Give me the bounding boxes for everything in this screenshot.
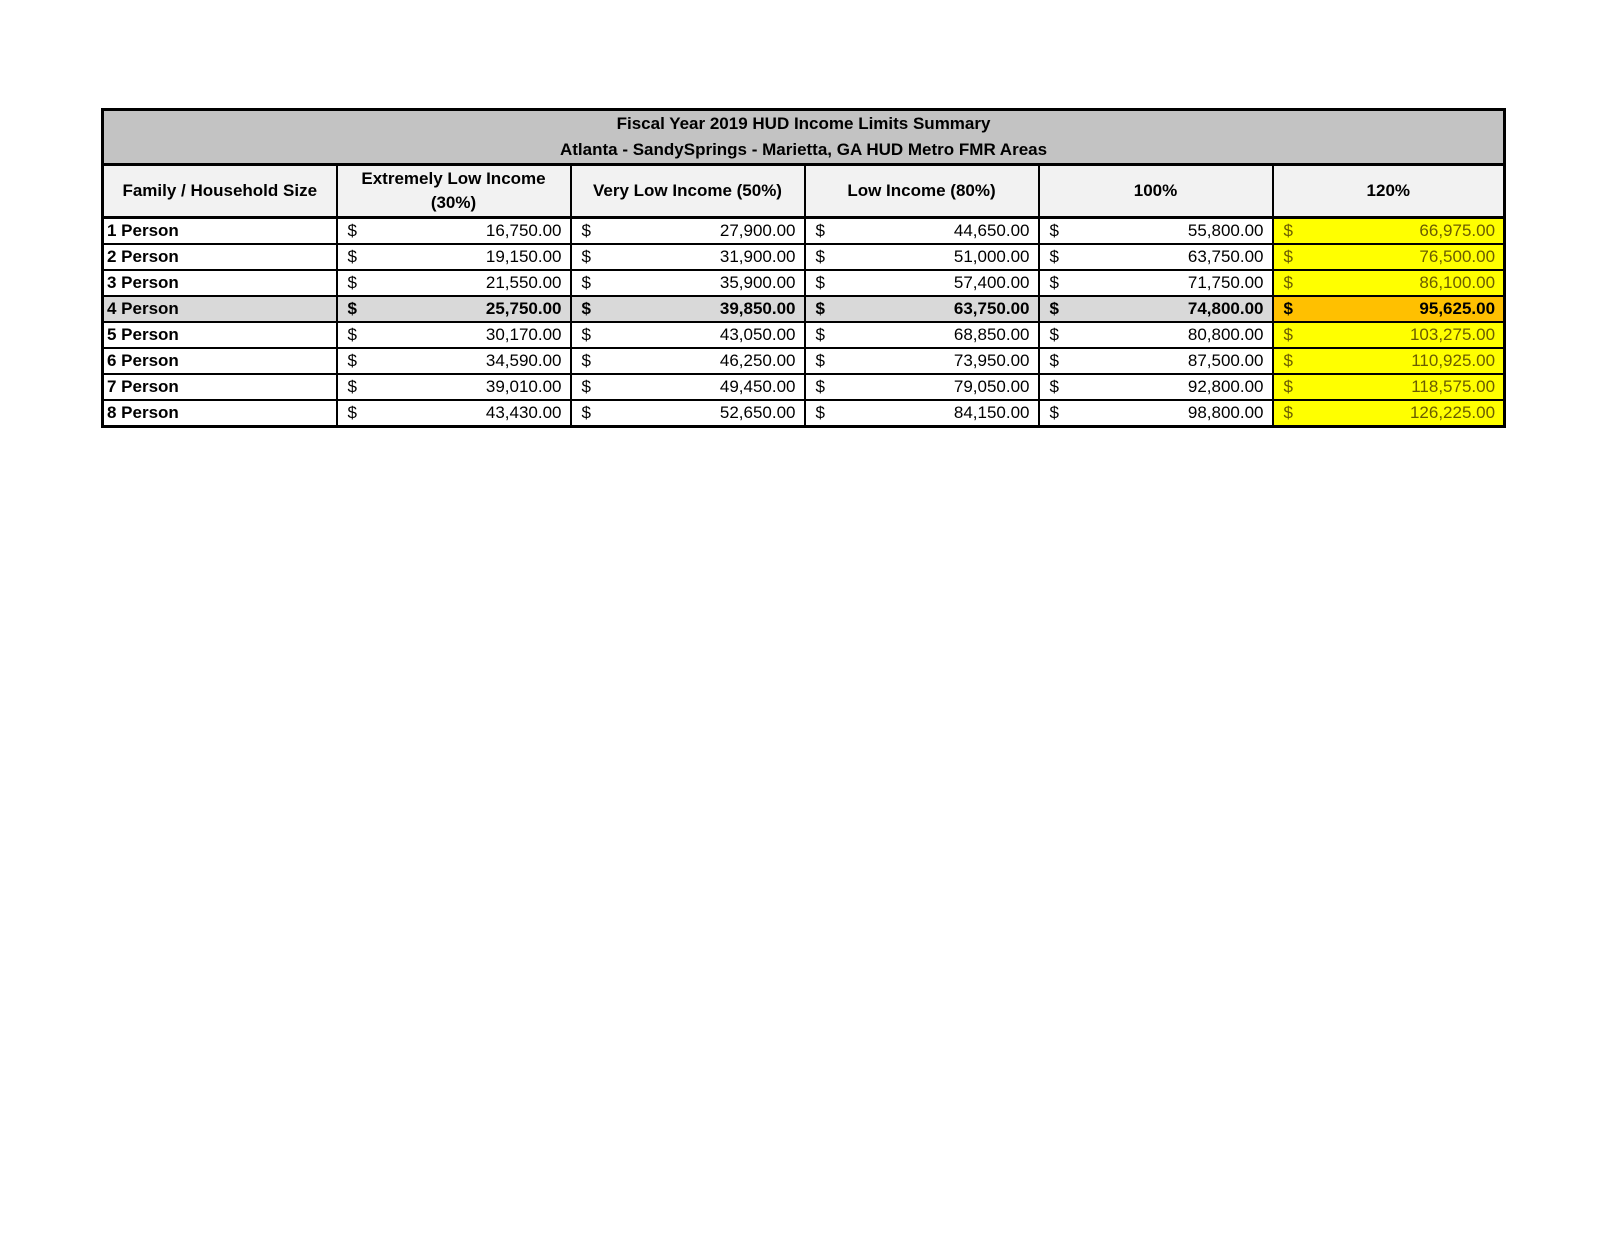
income-limit-amount: 66,975.00 [1419, 221, 1496, 240]
table-title [103, 110, 1505, 165]
currency-symbol: $ [1049, 377, 1059, 396]
household-size-label: 4 Person [103, 296, 337, 322]
household-size-label: 1 Person [103, 218, 337, 245]
currency-symbol: $ [581, 377, 591, 396]
column-header-120-percent: 120% [1273, 165, 1505, 218]
income-limit-cell [1273, 244, 1505, 270]
income-limit-amount: 74,800.00 [1187, 299, 1264, 318]
income-limit-amount: 84,150.00 [953, 403, 1030, 422]
income-limit-amount: 92,800.00 [1187, 377, 1264, 396]
income-limit-cell [805, 400, 1039, 427]
currency-symbol: $ [347, 325, 357, 344]
income-limit-amount: 98,800.00 [1187, 403, 1264, 422]
table-row [103, 322, 1505, 348]
income-limit-cell [805, 322, 1039, 348]
income-limit-amount: 71,750.00 [1187, 273, 1264, 292]
income-limit-cell [571, 296, 805, 322]
income-limit-amount: 55,800.00 [1187, 221, 1264, 240]
column-header-100-percent: 100% [1039, 165, 1273, 218]
currency-symbol: $ [815, 247, 825, 266]
income-limits-sheet [101, 108, 1503, 428]
table-row [103, 244, 1505, 270]
income-limit-amount: 80,800.00 [1187, 325, 1264, 344]
table-body [103, 218, 1505, 427]
income-limit-amount: 34,590.00 [485, 351, 562, 370]
currency-symbol: $ [1283, 403, 1293, 422]
income-limit-amount: 44,650.00 [953, 221, 1030, 240]
currency-symbol: $ [347, 377, 357, 396]
income-limit-cell [337, 270, 571, 296]
household-size-label: 7 Person [103, 374, 337, 400]
currency-symbol: $ [581, 325, 591, 344]
income-limit-cell [571, 244, 805, 270]
income-limit-amount: 95,625.00 [1419, 299, 1496, 318]
household-size-label: 8 Person [103, 400, 337, 427]
table-title-line-2: Atlanta - SandySprings - Marietta, GA HUD Metro FMR Areas [559, 140, 1048, 159]
table-row [103, 218, 1505, 245]
currency-symbol: $ [1283, 273, 1293, 292]
income-limit-cell [805, 348, 1039, 374]
income-limit-amount: 63,750.00 [1187, 247, 1264, 266]
currency-symbol: $ [581, 273, 591, 292]
currency-symbol: $ [1049, 247, 1059, 266]
income-limit-amount: 49,450.00 [719, 377, 796, 396]
currency-symbol: $ [815, 221, 825, 240]
currency-symbol: $ [1283, 325, 1293, 344]
table-row [103, 348, 1505, 374]
income-limit-amount: 16,750.00 [485, 221, 562, 240]
income-limit-cell [1039, 296, 1273, 322]
column-header-household-size: Family / Household Size [103, 165, 337, 218]
income-limit-amount: 43,050.00 [719, 325, 796, 344]
currency-symbol: $ [1283, 351, 1293, 370]
income-limit-cell [571, 322, 805, 348]
income-limit-amount: 43,430.00 [485, 403, 562, 422]
income-limit-cell [571, 218, 805, 245]
currency-symbol: $ [581, 247, 591, 266]
income-limit-cell [337, 296, 571, 322]
income-limits-table [101, 108, 1506, 428]
currency-symbol: $ [1049, 299, 1059, 318]
income-limit-amount: 52,650.00 [719, 403, 796, 422]
currency-symbol: $ [815, 351, 825, 370]
currency-symbol: $ [1283, 377, 1293, 396]
income-limit-cell [571, 400, 805, 427]
income-limit-cell [1273, 400, 1505, 427]
income-limit-amount: 87,500.00 [1187, 351, 1264, 370]
currency-symbol: $ [1283, 299, 1293, 318]
income-limit-cell [337, 374, 571, 400]
income-limit-amount: 39,010.00 [485, 377, 562, 396]
table-row [103, 400, 1505, 427]
income-limit-amount: 35,900.00 [719, 273, 796, 292]
currency-symbol: $ [581, 221, 591, 240]
income-limit-amount: 63,750.00 [953, 299, 1030, 318]
column-header-low: Low Income (80%) [805, 165, 1039, 218]
table-row [103, 296, 1505, 322]
income-limit-cell [337, 348, 571, 374]
income-limit-amount: 76,500.00 [1419, 247, 1496, 266]
income-limit-cell [805, 218, 1039, 245]
income-limit-amount: 51,000.00 [953, 247, 1030, 266]
currency-symbol: $ [1049, 403, 1059, 422]
table-row [103, 270, 1505, 296]
currency-symbol: $ [815, 299, 825, 318]
income-limit-amount: 19,150.00 [485, 247, 562, 266]
income-limit-cell [805, 244, 1039, 270]
currency-symbol: $ [347, 247, 357, 266]
income-limit-amount: 21,550.00 [485, 273, 562, 292]
income-limit-amount: 103,275.00 [1409, 325, 1496, 344]
income-limit-amount: 68,850.00 [953, 325, 1030, 344]
income-limit-amount: 39,850.00 [719, 299, 796, 318]
currency-symbol: $ [347, 221, 357, 240]
income-limit-amount: 46,250.00 [719, 351, 796, 370]
income-limit-cell [1039, 348, 1273, 374]
currency-symbol: $ [347, 273, 357, 292]
income-limit-cell [1039, 218, 1273, 245]
currency-symbol: $ [815, 377, 825, 396]
income-limit-cell [1273, 322, 1505, 348]
income-limit-cell [1273, 296, 1505, 322]
table-row [103, 374, 1505, 400]
income-limit-amount: 126,225.00 [1409, 403, 1496, 422]
currency-symbol: $ [581, 403, 591, 422]
currency-symbol: $ [581, 351, 591, 370]
income-limit-cell [1039, 322, 1273, 348]
column-header-extremely-low: Extremely Low Income (30%) [337, 165, 571, 218]
income-limit-cell [337, 400, 571, 427]
income-limit-cell [1273, 374, 1505, 400]
household-size-label: 2 Person [103, 244, 337, 270]
income-limit-amount: 25,750.00 [485, 299, 562, 318]
household-size-label: 6 Person [103, 348, 337, 374]
currency-symbol: $ [1049, 273, 1059, 292]
household-size-label: 3 Person [103, 270, 337, 296]
income-limit-amount: 31,900.00 [719, 247, 796, 266]
currency-symbol: $ [1049, 325, 1059, 344]
income-limit-cell [571, 270, 805, 296]
currency-symbol: $ [1049, 351, 1059, 370]
currency-symbol: $ [1283, 247, 1293, 266]
income-limit-cell [1039, 374, 1273, 400]
currency-symbol: $ [1049, 221, 1059, 240]
table-title-line-1: Fiscal Year 2019 HUD Income Limits Summary [616, 114, 991, 133]
income-limit-amount: 79,050.00 [953, 377, 1030, 396]
currency-symbol: $ [815, 273, 825, 292]
income-limit-amount: 86,100.00 [1419, 273, 1496, 292]
income-limit-amount: 73,950.00 [953, 351, 1030, 370]
income-limit-cell [337, 244, 571, 270]
income-limit-amount: 118,575.00 [1411, 377, 1496, 396]
income-limit-amount: 57,400.00 [953, 273, 1030, 292]
currency-symbol: $ [347, 351, 357, 370]
income-limit-cell [1039, 244, 1273, 270]
income-limit-cell [337, 218, 571, 245]
income-limit-cell [805, 270, 1039, 296]
income-limit-amount: 27,900.00 [719, 221, 796, 240]
income-limit-cell [1273, 270, 1505, 296]
income-limit-amount: 30,170.00 [485, 325, 562, 344]
income-limit-amount: 110,925.00 [1411, 351, 1496, 370]
income-limit-cell [571, 374, 805, 400]
currency-symbol: $ [347, 299, 357, 318]
currency-symbol: $ [581, 299, 591, 318]
income-limit-cell [1273, 218, 1505, 245]
income-limit-cell [1039, 270, 1273, 296]
column-header-very-low: Very Low Income (50%) [571, 165, 805, 218]
household-size-label: 5 Person [103, 322, 337, 348]
income-limit-cell [571, 348, 805, 374]
income-limit-cell [805, 374, 1039, 400]
currency-symbol: $ [815, 325, 825, 344]
currency-symbol: $ [815, 403, 825, 422]
currency-symbol: $ [347, 403, 357, 422]
income-limit-cell [1039, 400, 1273, 427]
income-limit-cell [805, 296, 1039, 322]
income-limit-cell [337, 322, 571, 348]
currency-symbol: $ [1283, 221, 1293, 240]
income-limit-cell [1273, 348, 1505, 374]
